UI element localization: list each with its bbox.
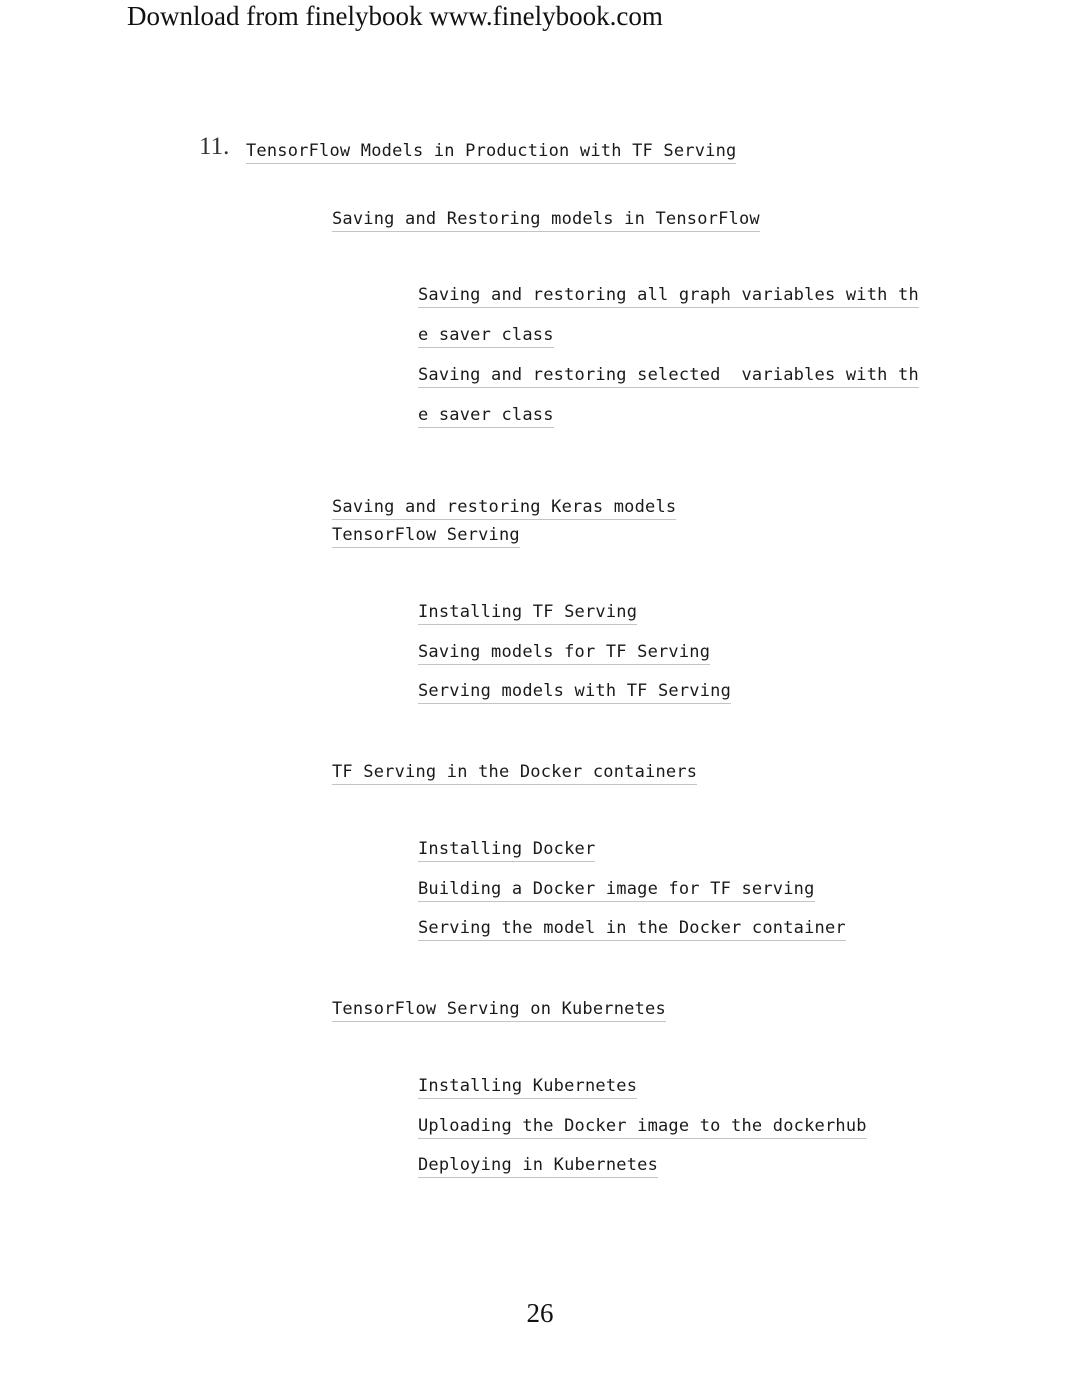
toc-link-serving-model-docker[interactable]: Serving the model in the Docker container [418, 918, 846, 941]
toc-link-uploading-docker-image[interactable]: Uploading the Docker image to the dockerhub [418, 1116, 867, 1139]
chapter-number: 11. [199, 133, 230, 160]
toc-link-all-graph-variables-cont[interactable]: e saver class [418, 325, 554, 348]
toc-link-serving-kubernetes[interactable]: TensorFlow Serving on Kubernetes [332, 999, 666, 1022]
toc-link-serving-models-tf-serving[interactable]: Serving models with TF Serving [418, 681, 731, 704]
toc-link-selected-variables-cont[interactable]: e saver class [418, 405, 554, 428]
toc-link-saving-restoring-models[interactable]: Saving and Restoring models in TensorFlow [332, 209, 760, 232]
toc-link-all-graph-variables[interactable]: Saving and restoring all graph variables with th [418, 285, 919, 308]
toc-link-installing-tf-serving[interactable]: Installing TF Serving [418, 602, 637, 625]
toc-link-installing-docker[interactable]: Installing Docker [418, 839, 595, 862]
toc-link-tensorflow-serving[interactable]: TensorFlow Serving [332, 525, 520, 548]
toc-link-installing-kubernetes[interactable]: Installing Kubernetes [418, 1076, 637, 1099]
toc-link-keras-models[interactable]: Saving and restoring Keras models [332, 497, 676, 520]
toc-link-selected-variables[interactable]: Saving and restoring selected variables with th [418, 365, 919, 388]
toc-link-deploying-kubernetes[interactable]: Deploying in Kubernetes [418, 1155, 658, 1178]
toc-link-saving-models-tf-serving[interactable]: Saving models for TF Serving [418, 642, 710, 665]
toc-link-tf-serving-docker[interactable]: TF Serving in the Docker containers [332, 762, 697, 785]
toc-link-building-docker-image[interactable]: Building a Docker image for TF serving [418, 879, 815, 902]
toc-link-chapter-11[interactable]: TensorFlow Models in Production with TF Serving [246, 141, 736, 164]
page-number: 26 [526, 1298, 554, 1328]
download-header: Download from finelybook www.finelybook.com [127, 1, 663, 31]
